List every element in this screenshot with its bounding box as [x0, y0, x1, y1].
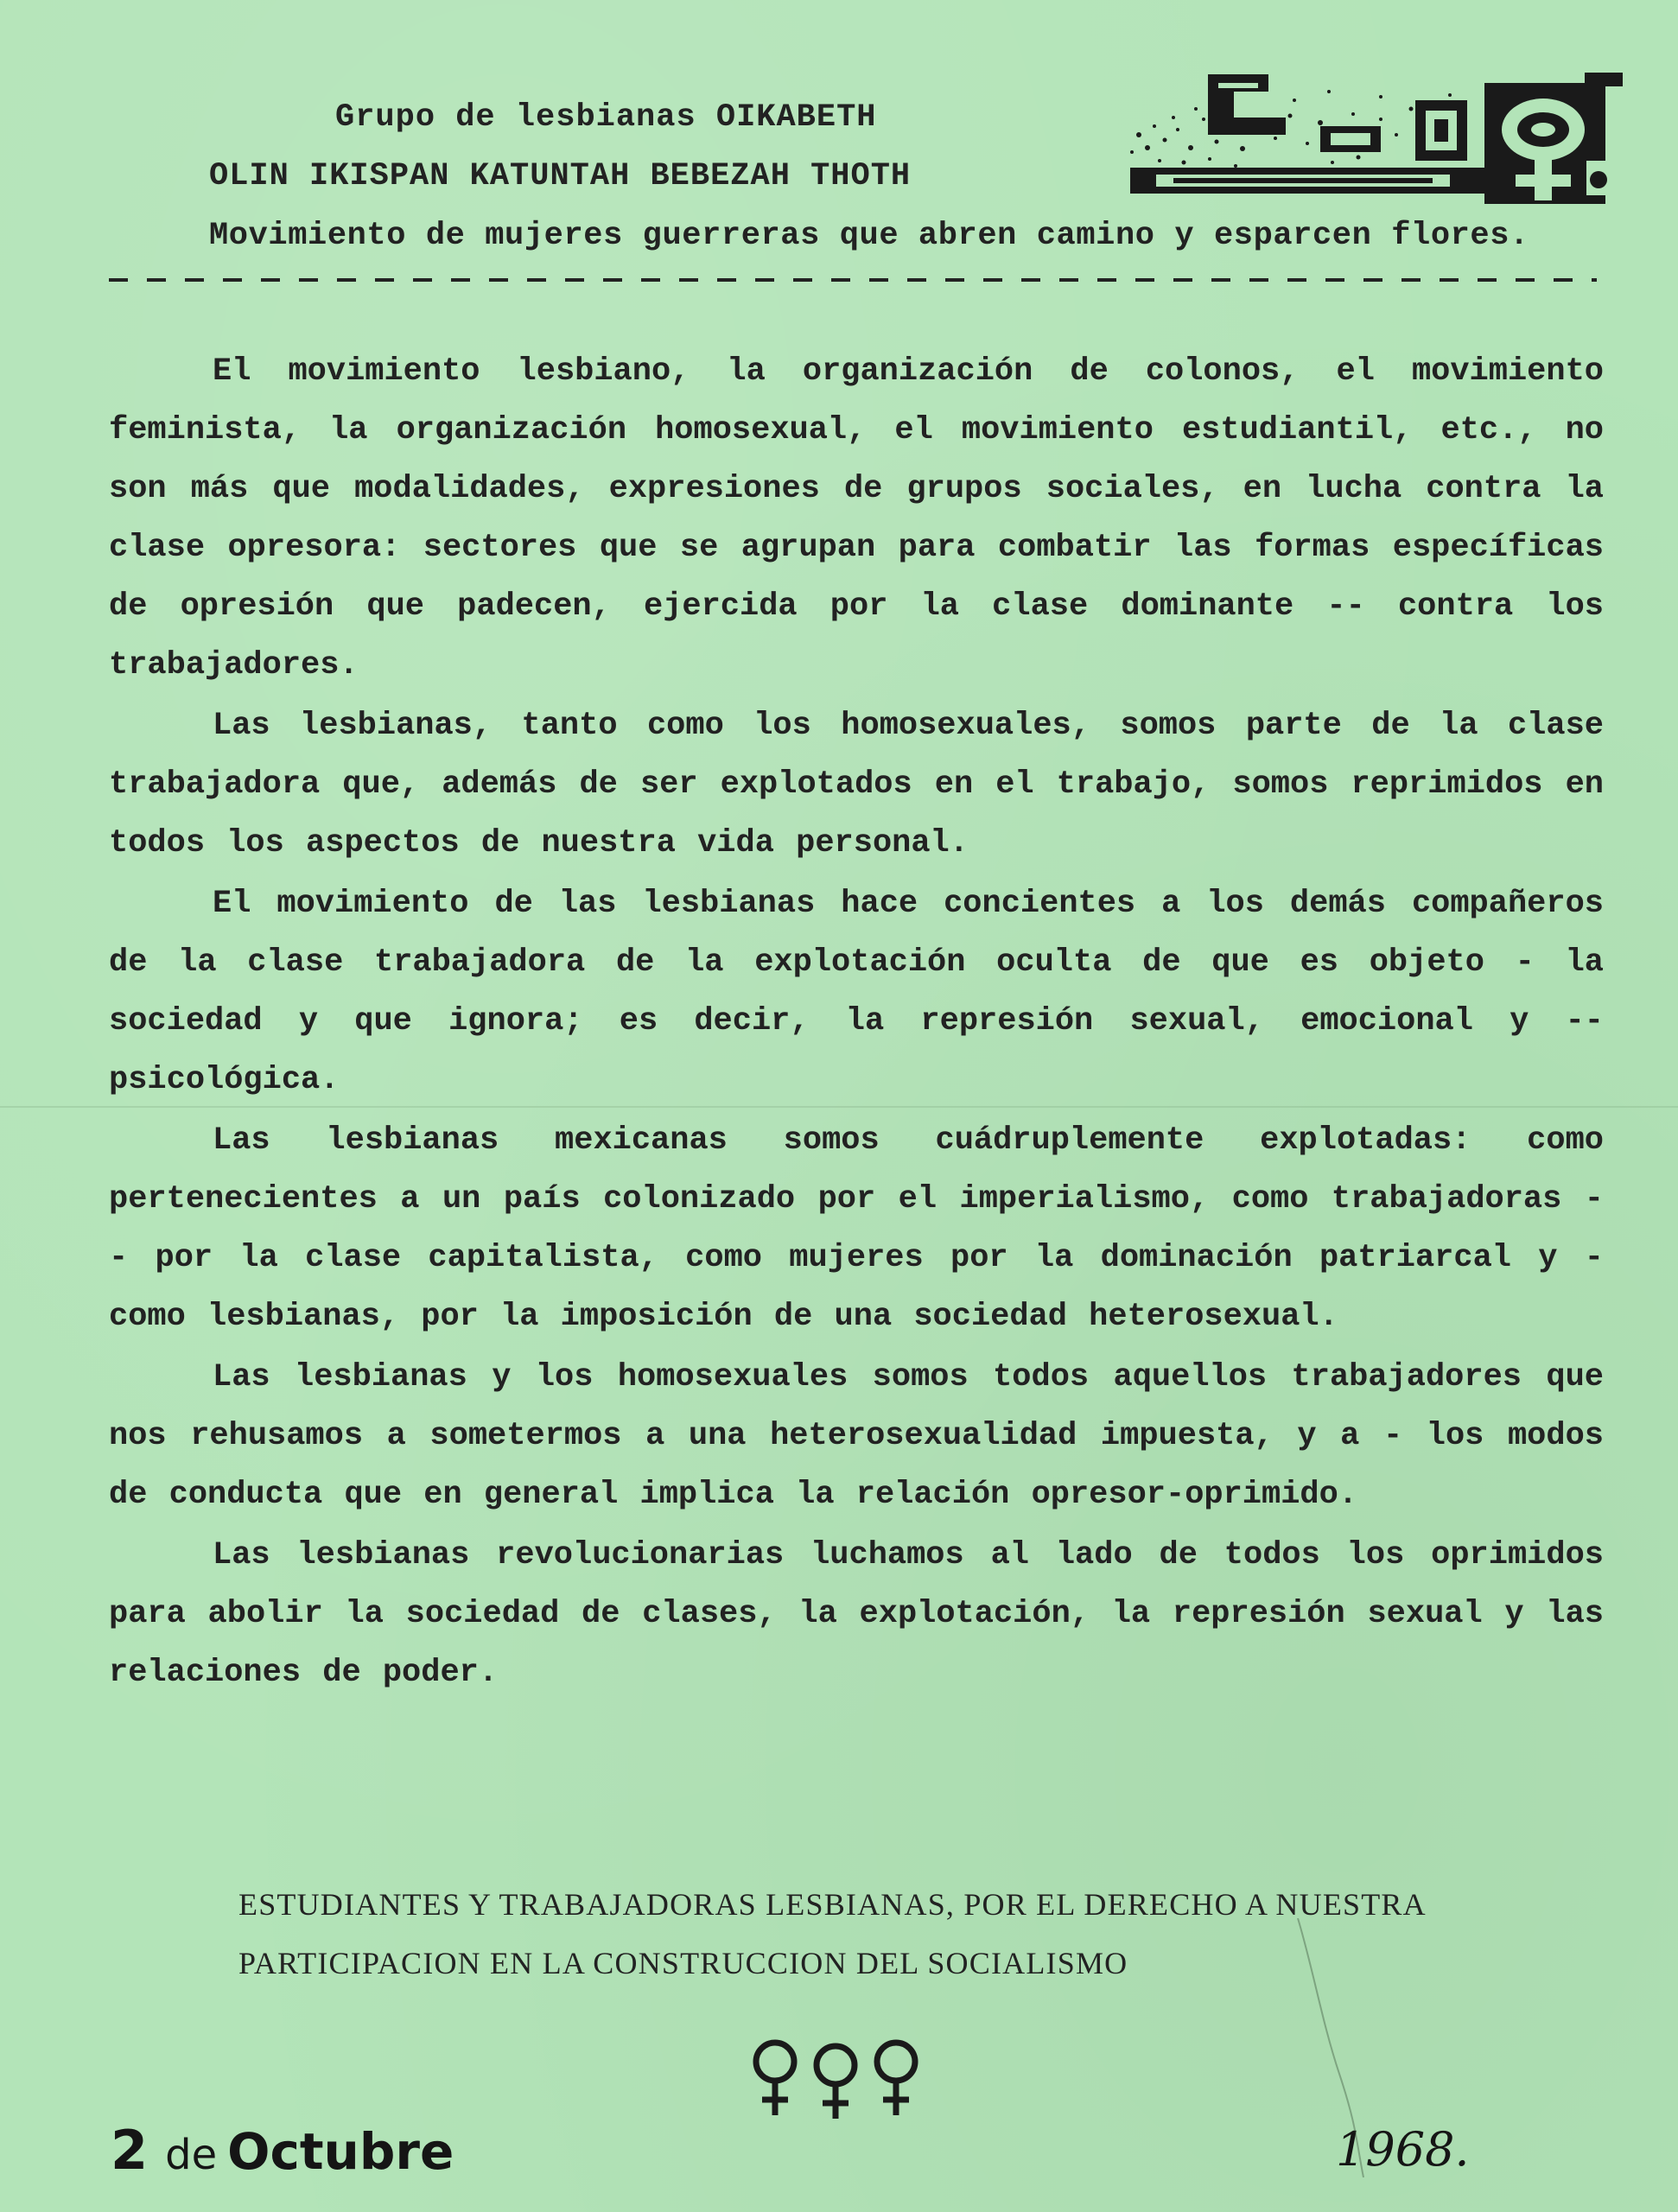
date-de: de: [165, 2131, 218, 2179]
paragraph-5: Las lesbianas y los homosexuales somos todos aquellos trabajadores que nos rehusamos a sometermos a una heterosexualidad impuesta, y a - los modos de conducta que en general implica la relación opresor-oprimido.: [109, 1359, 1604, 1513]
aztec-glyph-female-symbol-logo: [1122, 66, 1623, 213]
group-motto: Movimiento de mujeres guerreras que abren camino y esparcen flores.: [209, 218, 1529, 254]
handwritten-date: [111, 2119, 454, 2182]
group-name: Grupo de lesbianas OIKABETH: [335, 99, 877, 136]
paragraph-3: El movimiento de las lesbianas hace concientes a los demás compañeros de la clase trabajadora de la explotación oculta de que es objeto - la sociedad y que ignora; es decir, la represión sexual, emocional y -- psicológica.: [109, 886, 1604, 1098]
paragraph-2: Las lesbianas, tanto como los homosexuales, somos parte de la clase trabajadora que, además de ser explotados en el trabajo, somos reprimidos en todos los aspectos de nuestra vida personal.: [109, 708, 1604, 861]
paragraph-6: Las lesbianas revolucionarias luchamos al lado de todos los oprimidos para abolir la sociedad de clases, la explotación, la represión sexual y las relaciones de poder.: [109, 1537, 1604, 1691]
dashed-separator: [109, 278, 1597, 282]
closing-line-1: ESTUDIANTES Y TRABAJADORAS LESBIANAS, POR EL DERECHO A NUESTRA: [238, 1887, 1427, 1922]
date-month: Octubre: [227, 2122, 454, 2181]
paper-crease: [1296, 1918, 1365, 2177]
closing-statement: [238, 1875, 1427, 1993]
three-female-symbols-icon: [745, 2036, 926, 2122]
date-day: 2: [111, 2119, 149, 2182]
manifesto-body: [109, 342, 1604, 1704]
group-full-name: OLIN IKISPAN KATUNTAH BEBEZAH THOTH: [209, 158, 912, 194]
paragraph-4: Las lesbianas mexicanas somos cuádruplemente explotadas: como pertenecientes a un país colonizado por el imperialismo, como trabajadoras -- por la clase capitalista, como mujeres por la dominación patriarcal y - como lesbianas, por la imposición de una sociedad heterosexual.: [109, 1122, 1604, 1335]
handwritten-year: 1968.: [1336, 2122, 1470, 2177]
closing-line-2: PARTICIPACION EN LA CONSTRUCCION DEL SOCIALISMO: [238, 1946, 1128, 1980]
paragraph-1: El movimiento lesbiano, la organización de colonos, el movimiento feminista, la organización homosexual, el movimiento estudiantil, etc., no son más que modalidades, expresiones de grupos sociales, en lucha contra la clase opresora: sectores que se agrupan para combatir las formas específicas de opresión que padecen, ejercida por la clase dominante -- contra los trabajadores.: [109, 353, 1604, 683]
